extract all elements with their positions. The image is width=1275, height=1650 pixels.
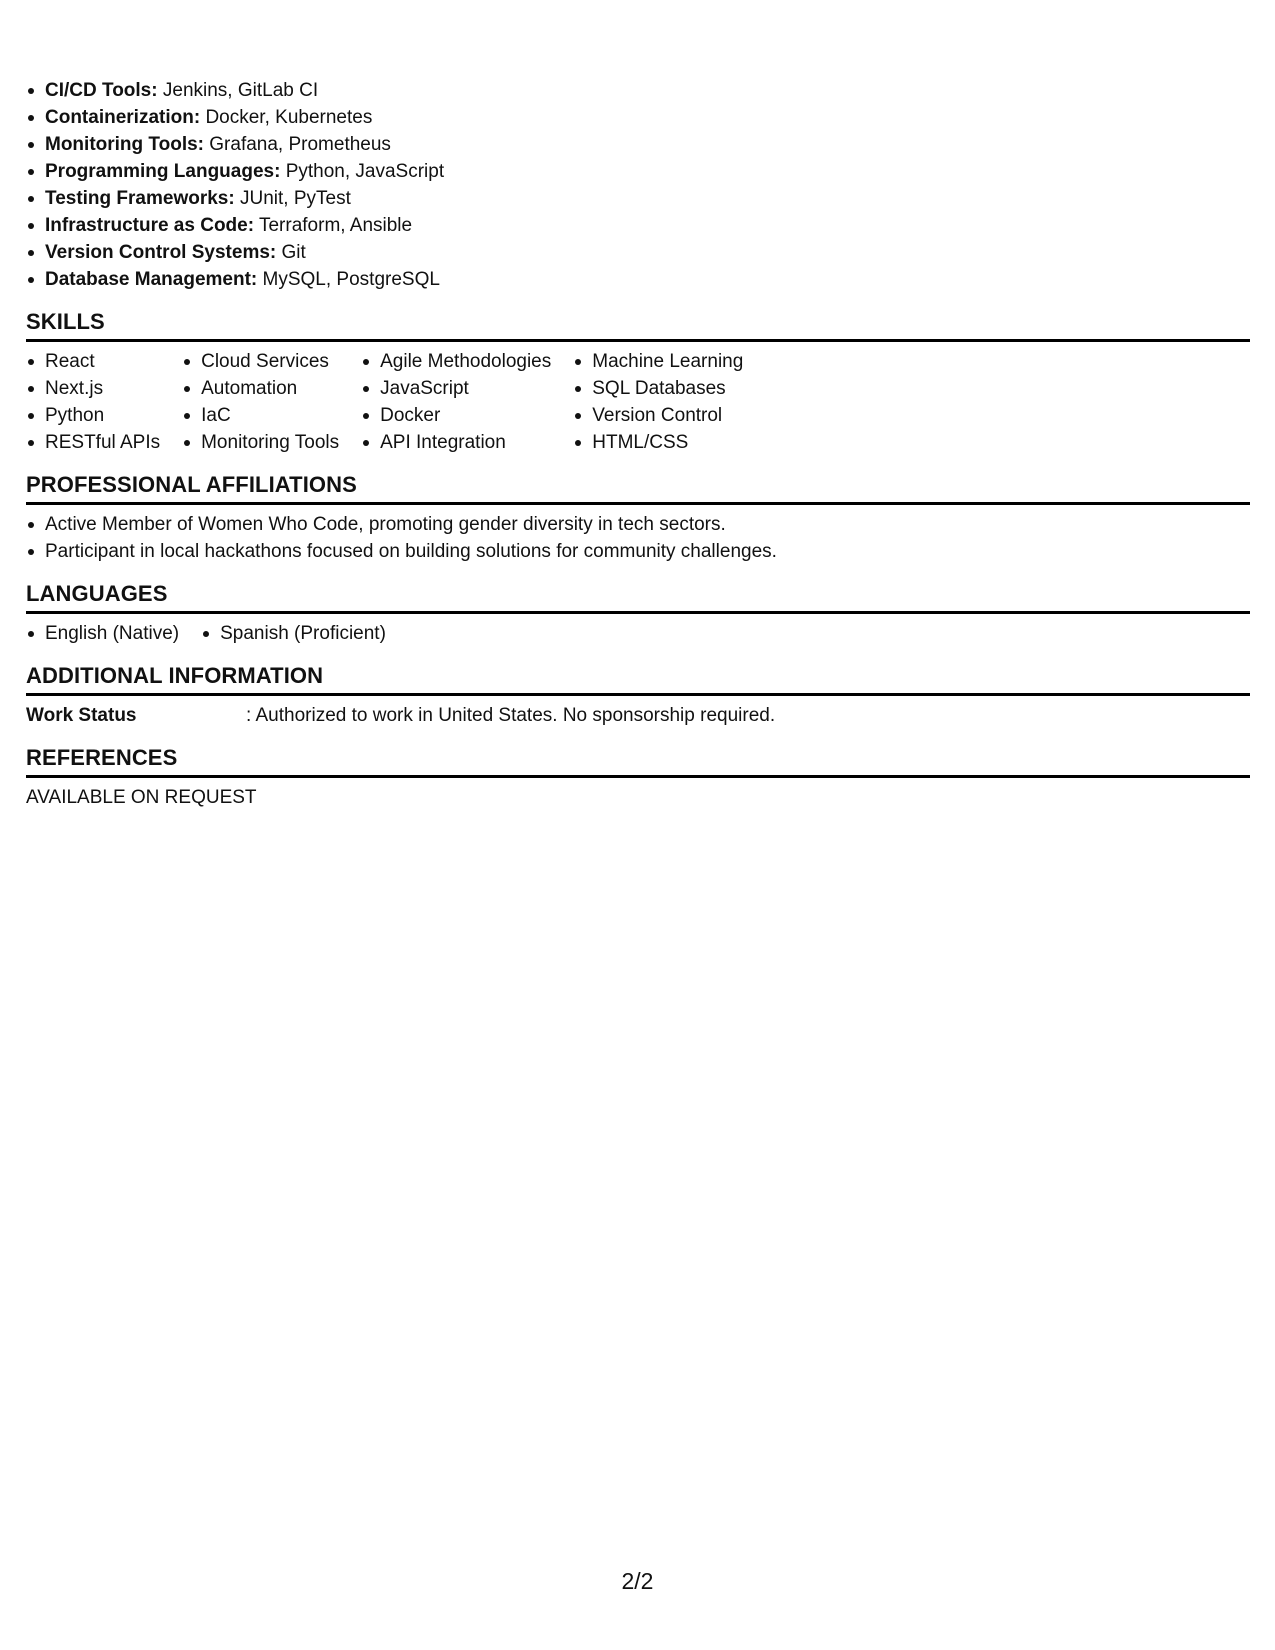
skills-section [26,307,1250,456]
work-status-row [26,702,1250,729]
tools-item [26,158,1250,185]
skill-item: HTML/CSS [573,429,743,456]
work-status-label: Work Status [26,705,137,726]
tools-value: Terraform, Ansible [258,215,413,236]
tools-key: Monitoring Tools: [45,134,204,155]
tools-item [26,239,1250,266]
references-section [26,743,1250,811]
affiliations-title: PROFESSIONAL AFFILIATIONS [26,470,1250,505]
references-title: REFERENCES [26,743,1250,778]
tools-item [26,266,1250,293]
tools-key: Containerization: [45,107,201,128]
skill-item: SQL Databases [573,375,743,402]
skills-column [573,348,743,456]
skills-title: SKILLS [26,307,1250,342]
tools-key: CI/CD Tools: [45,80,158,101]
skills-column [182,348,339,456]
skill-item: RESTful APIs [26,429,160,456]
tools-item [26,131,1250,158]
affiliations-section [26,470,1250,565]
tools-item [26,104,1250,131]
skill-item: Docker [361,402,551,429]
language-item: Spanish (Proficient) [201,620,386,647]
languages-title: LANGUAGES [26,579,1250,614]
work-status-value: : Authorized to work in United States. No sponsorship required. [246,705,776,726]
additional-section [26,661,1250,729]
references-text: AVAILABLE ON REQUEST [26,787,257,808]
affiliations-list [26,511,1250,565]
skill-item: Version Control [573,402,743,429]
tools-value: Git [281,242,306,263]
tools-key: Testing Frameworks: [45,188,235,209]
tools-list [26,77,1250,293]
page-number: 2/2 [621,1568,654,1594]
tools-value: JUnit, PyTest [239,188,351,209]
skill-item: Cloud Services [182,348,339,375]
skill-item: IaC [182,402,339,429]
skill-item: Agile Methodologies [361,348,551,375]
skill-item: API Integration [361,429,551,456]
tools-value: Grafana, Prometheus [209,134,391,155]
skills-column [26,348,160,456]
language-item: English (Native) [26,620,179,647]
skills-column [361,348,551,456]
skill-item: Python [26,402,160,429]
tools-key: Database Management: [45,269,258,290]
tools-value: Python, JavaScript [285,161,445,182]
skill-item: React [26,348,160,375]
skill-item: JavaScript [361,375,551,402]
tools-key: Infrastructure as Code: [45,215,255,236]
tools-item [26,185,1250,212]
tools-value: Docker, Kubernetes [205,107,373,128]
tools-key: Programming Languages: [45,161,281,182]
tools-key: Version Control Systems: [45,242,277,263]
skill-item: Next.js [26,375,160,402]
tools-value: MySQL, PostgreSQL [262,269,440,290]
skill-item: Machine Learning [573,348,743,375]
resume-page [26,77,1250,811]
affiliation-item: Participant in local hackathons focused on building solutions for community challenges. [26,538,1250,565]
tools-value: Jenkins, GitLab CI [162,80,319,101]
tools-item [26,77,1250,104]
additional-title: ADDITIONAL INFORMATION [26,661,1250,696]
skills-grid [26,348,1250,456]
languages-list [26,620,1250,647]
languages-section [26,579,1250,647]
tools-item [26,212,1250,239]
affiliation-item: Active Member of Women Who Code, promoting gender diversity in tech sectors. [26,511,1250,538]
skill-item: Automation [182,375,339,402]
skill-item: Monitoring Tools [182,429,339,456]
